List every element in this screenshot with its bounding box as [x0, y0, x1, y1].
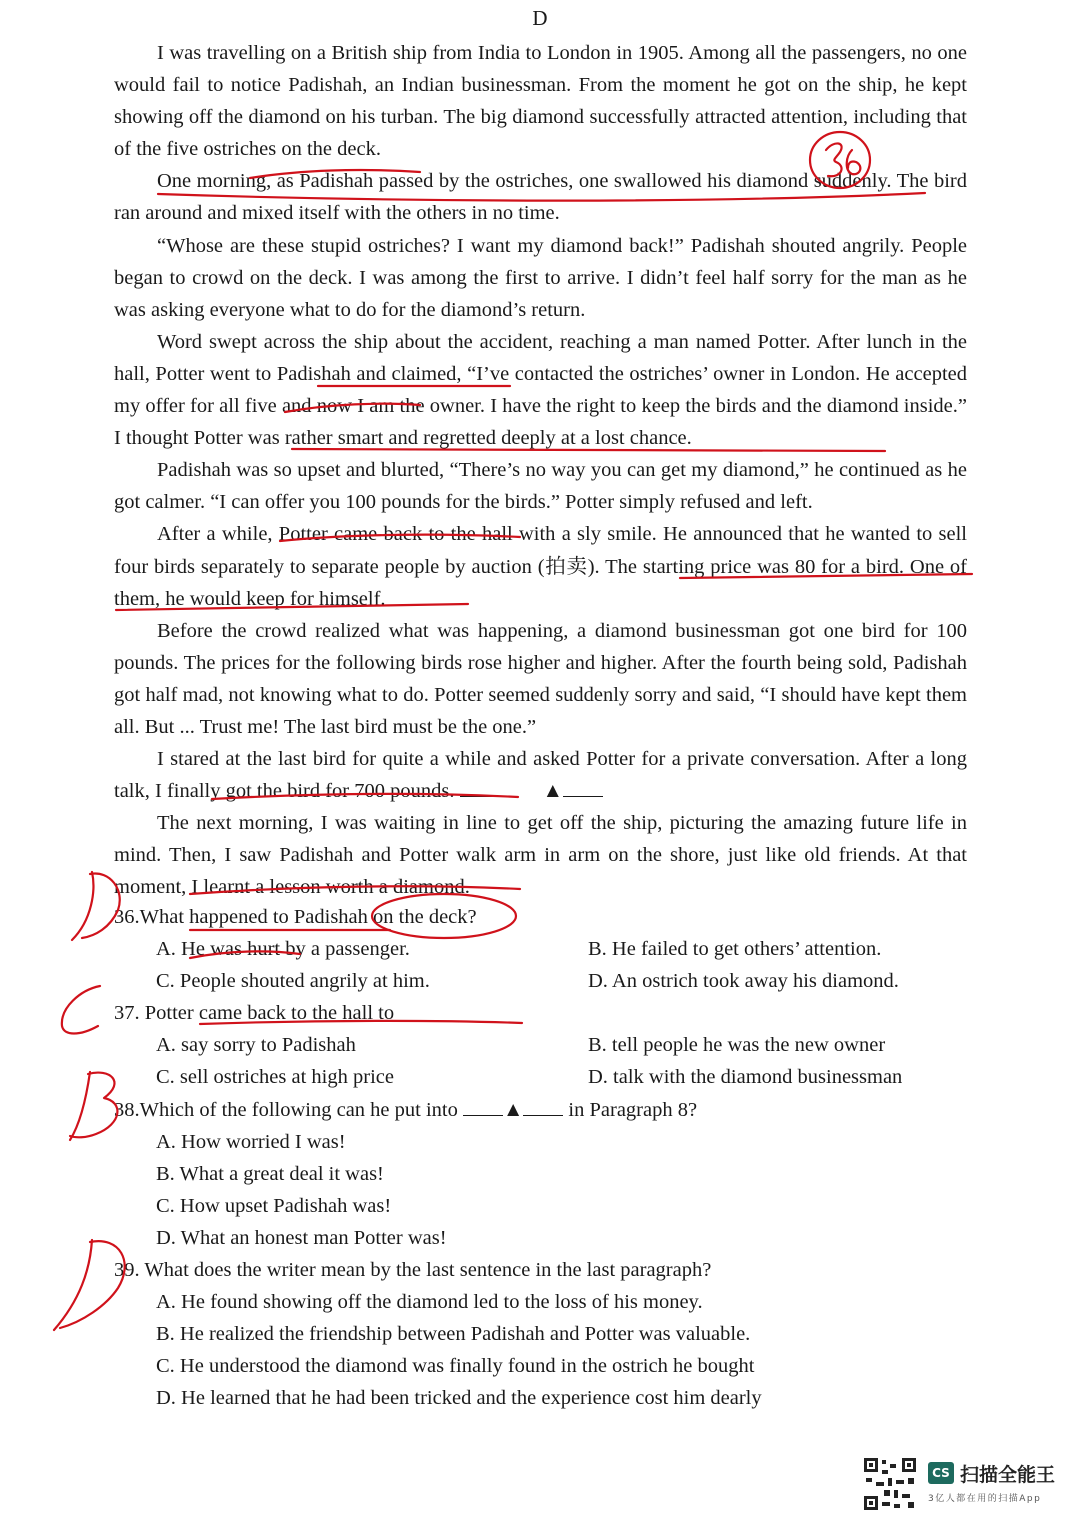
option-b: B. tell people he was the new owner: [588, 1034, 886, 1057]
option-c: C. How upset Padishah was!: [156, 1194, 392, 1217]
question-39: [114, 1254, 967, 1414]
question-stem-start: 38.Which of the following can he put into: [114, 1098, 458, 1121]
answer-c-37: [62, 986, 100, 1034]
question-stem: 37. Potter came back to the hall to: [114, 1002, 395, 1025]
option-c: C. People shouted angrily at him.: [156, 970, 430, 993]
question-list: [114, 901, 967, 1415]
question-stem: [114, 1094, 967, 1126]
paragraph-3: “Whose are these stupid ostriches? I want my diamond back!” Padishah shouted angrily. People began to crowd on the deck. I was among the first to arrive. I didn’t feel half sorry for the man as he was asking everyone what to do for the diamond’s return.: [114, 234, 967, 321]
answer-blank: [463, 1097, 503, 1116]
section-letter: D: [532, 6, 548, 30]
qr-code-icon: [864, 1458, 916, 1510]
option-a: A. He was hurt by a passenger.: [156, 938, 410, 961]
paragraph-5: Padishah was so upset and blurted, “There’s no way you can get my diamond,” he continued as he got calmer. “I can offer you 100 pounds for the birds.” Potter simply refused and left.: [114, 459, 967, 514]
option-d: D. An ostrich took away his diamond.: [588, 970, 899, 993]
paragraph-8: [114, 743, 967, 807]
paragraph-4: Word swept across the ship about the accident, reaching a man named Potter. After lunch in the hall, Potter went to Padishah and claimed, “I’ve contacted the ostriches’ owner in London. He accepted my offer for all five and now I am the owner. I have the right to keep the birds and the diamond inside.” I thought Potter was rather smart and regretted deeply at a lost chance.: [114, 330, 967, 450]
paragraph-1: I was travelling on a British ship from India to London in 1905. Among all the passengers, no one would fail to notice Padishah, an Indian businessman. From the moment he got on the ship, he kept showing off the diamond on his turban. The big diamond successfully attracted attention, including that of the five ostriches on the deck.: [114, 42, 967, 161]
question-38: [114, 1094, 967, 1254]
option-d: D. What an honest man Potter was!: [156, 1226, 447, 1249]
option-a: A. How worried I was!: [156, 1130, 346, 1153]
option-c: C. He understood the diamond was finally found in the ostrich he bought: [156, 1355, 755, 1378]
reading-passage: [114, 37, 967, 904]
question-36: [114, 901, 967, 997]
question-stem: 36.What happened to Padishah on the deck?: [114, 906, 477, 928]
answer-d-36: [72, 872, 120, 940]
option-d: D. talk with the diamond businessman: [588, 1066, 903, 1089]
paragraph-7: Before the crowd realized what was happening, a diamond businessman got one bird for 100 pounds. The prices for the following birds rose higher and higher. After the fourth being sold, Padishah got half mad, not knowing what to do. Potter seemed suddenly sorry and said, “I should have kept them all. But ... Trust me! The last bird must be the one.”: [114, 619, 967, 738]
brand-slogan: 3亿人都在用的扫描App: [928, 1494, 1042, 1504]
answer-blank: [460, 778, 500, 797]
camscanner-logo: CS: [928, 1462, 954, 1484]
paragraph-6: After a while, Potter came back to the hall with a sly smile. He announced that he wanted to sell four birds separately to separate people by auction (拍卖). The starting price was 80 for a bird. One of them, he would keep for himself.: [114, 523, 967, 610]
answer-blank: [563, 778, 603, 797]
scanner-watermark: [864, 1458, 1064, 1518]
question-stem-end: in Paragraph 8?: [568, 1098, 698, 1121]
option-b: B. He realized the friendship between Padishah and Potter was valuable.: [156, 1323, 751, 1346]
blank-triangle-icon: ▲: [503, 1098, 524, 1121]
option-c: C. sell ostriches at high price: [156, 1066, 394, 1089]
answer-b-38: [70, 1072, 117, 1140]
question-stem: 39. What does the writer mean by the last sentence in the last paragraph?: [114, 1259, 712, 1282]
paragraph-8-text: I stared at the last bird for quite a while and asked Potter for a private conversation. After a long talk, I finally got the bird for 700 pounds.: [114, 748, 967, 803]
option-b: B. He failed to get others’ attention.: [588, 938, 882, 961]
option-b: B. What a great deal it was!: [156, 1162, 384, 1185]
option-d: D. He learned that he had been tricked and the experience cost him dearly: [156, 1387, 762, 1410]
paragraph-9: The next morning, I was waiting in line to get off the ship, picturing the amazing future life in mind. Then, I saw Padishah and Potter walk arm in arm on the shore, just like old friends. At that moment, I learnt a lesson worth a diamond.: [114, 812, 967, 899]
brand-name: 扫描全能王: [960, 1464, 1056, 1486]
question-37: [114, 997, 967, 1093]
option-a: A. say sorry to Padishah: [156, 1034, 356, 1057]
paragraph-2: One morning, as Padishah passed by the ostriches, one swallowed his diamond suddenly. The bird ran around and mixed itself with the others in no time.: [114, 170, 967, 225]
option-a: A. He found showing off the diamond led to the loss of his money.: [156, 1291, 703, 1314]
answer-blank: [523, 1097, 563, 1116]
blank-triangle-icon: ▲: [542, 780, 563, 803]
